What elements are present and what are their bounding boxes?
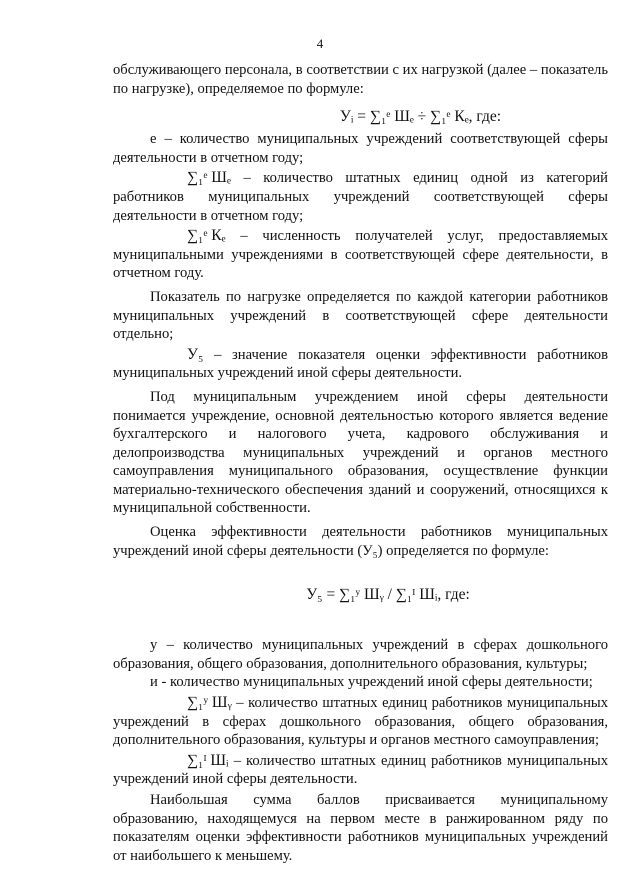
y5-symbol: У₅ [187,345,204,363]
paragraph-e-definition: е – количество муниципальных учреждений соответствующей сферы деятельности в отчетном году; [113,131,608,166]
paragraph-recipients-sum-definition [113,227,608,283]
paragraph-1: обслуживающего персонала, в соответствии с их нагрузкой (далее – показатель по нагрузке), определяемое по формуле: [113,62,608,97]
document-body [113,61,608,865]
paragraph-staff-sum-definition [113,169,608,225]
staff-y-sum-text: – количество штатных единиц работников муниципальных учреждений в сферах дошкольного образования, общего образования, дополнительного образования, культуры и органов местного самоуправления; [113,695,608,749]
paragraph-y-definition: у – количество муниципальных учреждений в сферах дошкольного образования, общего образования, дополнительного образования, культуры; [113,637,608,672]
staff-y-sum-symbol: ∑₁ʸ Шᵧ [187,694,232,712]
paragraph-staff-y-sum-definition [113,694,608,750]
staff-i-sum-symbol: ∑₁ᴵ Шᵢ [187,751,229,769]
staff-sum-text: – количество штатных единиц одной из категорий работников муниципальных учреждений соответствующей сферы деятельности в отчетном году; [113,170,608,224]
recipients-sum-symbol: ∑₁ᵉ Кₑ [187,227,226,245]
paragraph-highest-score: Наибольшая сумма баллов присваивается муниципальному образованию, находящемуся на первом месте в ранжированном ряду по показателям оценки эффективности работников муниципальных учреждений от наибольшего к меньшему. [113,792,608,864]
recipients-sum-text: – численность получателей услуг, предоставляемых муниципальными учреждениями в соответствующей сфере деятельности, в отчетном году. [113,228,609,282]
formula-load-indicator: Уᵢ = ∑₁ᵉ Шₑ ÷ ∑₁ᵉ Кₑ, где: [339,108,502,126]
paragraph-staff-i-sum-definition [113,752,608,789]
staff-i-sum-text: – количество штатных единиц работников муниципальных учреждений иной сферы деятельности. [113,752,608,788]
paragraph-load-per-category: Показатель по нагрузке определяется по каждой категории работников муниципальных учреждений в соответствующей сфере деятельности отдельно; [113,288,608,343]
formula-y5: У₅ = ∑₁ʸ Шᵧ / ∑₁ᴵ Шᵢ, где: [306,586,470,604]
page-number: 4 [316,36,324,51]
paragraph-i-definition: и - количество муниципальных учреждений иной сферы деятельности; [150,674,593,691]
paragraph-other-institution: Под муниципальным учреждением иной сферы деятельности понимается учреждение, основной деятельностью которого является ведение бухгалтерского и налогового учета, кадрового обслуживания и делопроизводства муниципальных учреждений и органов местного самоуправления муниципального образования, осуществление функции материально-технического обеспечения зданий и сооружений, относящихся к муниципальной собственности. [113,388,608,517]
staff-sum-symbol: ∑₁ᵉ Шₑ [187,169,231,187]
paragraph-y5-assessment: Оценка эффективности деятельности работников муниципальных учреждений иной сферы деятельности (У₅) определяется по формуле: [113,524,608,559]
y5-text: – значение показателя оценки эффективности работников муниципальных учреждений иной сферы деятельности. [113,346,608,382]
paragraph-y5-definition [113,346,608,383]
